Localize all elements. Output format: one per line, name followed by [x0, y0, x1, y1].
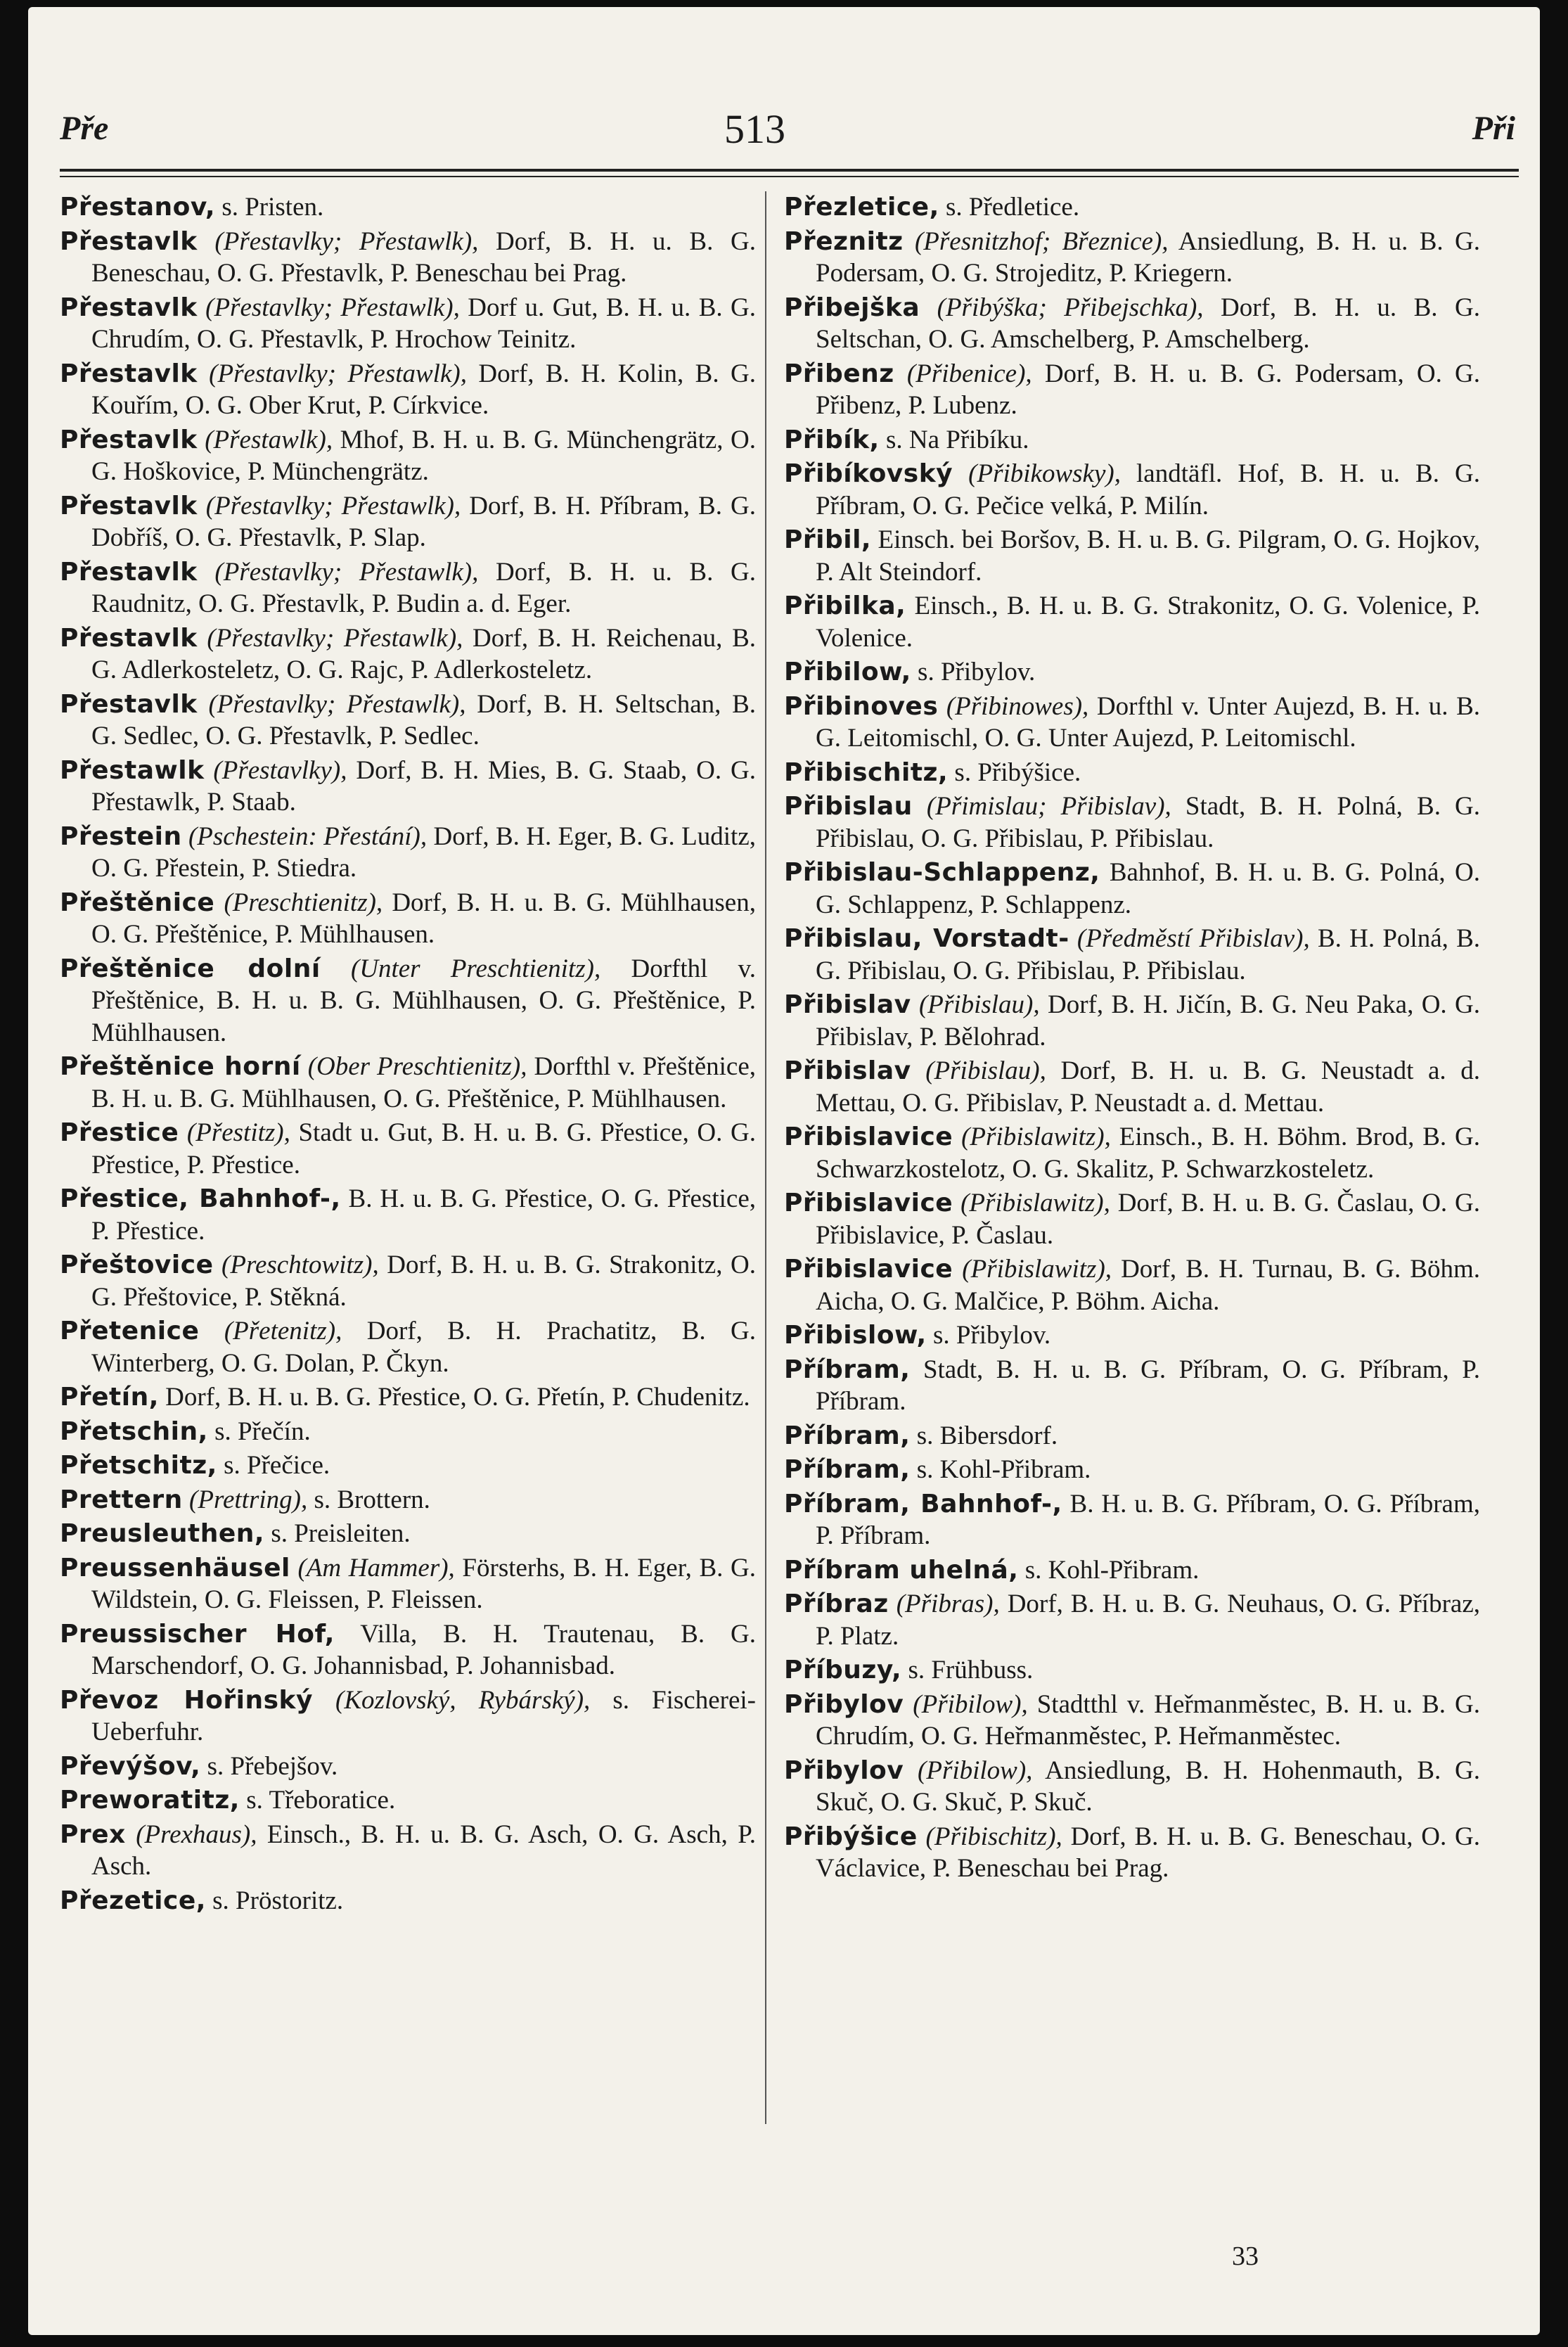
page: [28, 7, 1540, 2335]
gazetteer-entry: [60, 1416, 756, 1448]
entry-headword: Převýšov,: [60, 1751, 201, 1781]
entry-variant-names: (Přibislau),: [911, 990, 1040, 1019]
entry-variant-names: (Přibikowsky),: [953, 459, 1121, 488]
entry-headword: Přeštěnice dolní: [60, 954, 321, 983]
entry-headword: Přibylov: [784, 1756, 904, 1785]
page-number: 513: [724, 106, 785, 152]
running-head-left: Pře: [60, 110, 109, 147]
entry-details: Dorfthl v. Přeštěnice, B. H. u. B. G. Mühlhausen, O. G. Přeštěnice, P. Mühlhausen.: [91, 954, 756, 1047]
entry-variant-names: (Pschestein: Přestání),: [181, 821, 428, 851]
gazetteer-entry: [60, 490, 756, 554]
entry-details: s. Bibersdorf.: [910, 1421, 1058, 1450]
entry-details: Dorf, B. H. u. B. G. Seltschan, O. G. Amschelberg, P. Amschelberg.: [816, 293, 1480, 354]
entry-variant-names: (Přestawlk),: [197, 425, 333, 454]
entry-details: Dorf, B. H. Kolin, B. G. Kouřím, O. G. Ober Krut, P. Církvice.: [91, 359, 756, 420]
gazetteer-entry: [60, 887, 756, 951]
entry-details: s. Pristen.: [215, 193, 324, 222]
entry-headword: Příbram, Bahnhof-,: [784, 1489, 1062, 1518]
entry-details: Dorf, B. H. u. B. G. Raudnitz, O. G. Přestavlk, P. Budin a. d. Eger.: [91, 557, 756, 618]
gazetteer-entry: [60, 1315, 756, 1379]
right-column: [784, 191, 1480, 1887]
entry-details: Försterhs, B. H. Eger, B. G. Wildstein, O. G. Fleissen, P. Fleissen.: [91, 1553, 756, 1614]
entry-variant-names: (Přestavlky; Přestawlk),: [197, 226, 479, 256]
gazetteer-entry: [60, 1051, 756, 1115]
gazetteer-entry: [784, 1588, 1480, 1652]
entry-variant-names: (Přestavlky; Přestawlk),: [197, 689, 466, 719]
entry-details: Dorf, B. H. u. B. G. Mühlhausen, O. G. Přeštěnice, P. Mühlhausen.: [91, 888, 756, 949]
entry-variant-names: (Přestitz),: [179, 1118, 290, 1147]
entry-headword: Přestavlk: [60, 491, 198, 520]
gazetteer-entry: [784, 757, 1480, 789]
gazetteer-entry: [60, 755, 756, 819]
entry-variant-names: (Ober Preschtienitz),: [300, 1052, 527, 1081]
entry-headword: Přibislau: [784, 792, 913, 821]
entry-details: Dorf, B. H. Eger, B. G. Luditz, O. G. Přestein, P. Stiedra.: [91, 821, 756, 883]
header-rule-thick: [60, 169, 1519, 172]
gazetteer-entry: [784, 1354, 1480, 1418]
entry-details: Stadt, B. H. u. B. G. Příbram, O. G. Příbram, P. Příbram.: [816, 1355, 1480, 1416]
entry-details: s. Fischerei-Ueberfuhr.: [91, 1685, 756, 1746]
entry-variant-names: (Přibenice),: [894, 359, 1032, 388]
entry-details: Dorfthl v. Přeštěnice, B. H. u. B. G. Mühlhausen, O. G. Přeštěnice, P. Mühlhausen.: [91, 1052, 757, 1113]
entry-variant-names: (Přibras),: [888, 1590, 1000, 1618]
gazetteer-entry: [60, 1552, 756, 1616]
entry-details: Dorf, B. H. Turnau, B. G. Böhm. Aicha, O. G. Malčice, P. Böhm. Aicha.: [816, 1255, 1480, 1316]
entry-variant-names: (Am Hammer),: [290, 1553, 455, 1582]
gazetteer-entry: [784, 226, 1480, 290]
gazetteer-entry: [60, 292, 756, 356]
entry-headword: Prex: [60, 1820, 126, 1849]
entry-details: Dorf, B. H. Reichenau, B. G. Adlerkosteletz, O. G. Rajc, P. Adlerkosteletz.: [91, 623, 756, 684]
gazetteer-entry: [784, 1554, 1480, 1587]
gazetteer-entry: [60, 1450, 756, 1482]
entry-headword: Přetschin,: [60, 1416, 208, 1446]
gazetteer-entry: [60, 1484, 756, 1516]
entry-variant-names: (Přesnitzhof; Březnice),: [903, 226, 1169, 256]
gazetteer-entry: [784, 1187, 1480, 1251]
gazetteer-entry: [784, 1755, 1480, 1819]
entry-headword: Přestavlk: [60, 226, 198, 256]
entry-details: Dorf, B. H. Prachatitz, B. G. Winterberg, O. G. Dolan, P. Čkyn.: [91, 1317, 757, 1378]
gazetteer-entry: [784, 989, 1480, 1053]
gazetteer-entry: [60, 953, 756, 1049]
gazetteer-entry: [784, 590, 1480, 654]
entry-details: s. Přibylov.: [911, 658, 1036, 686]
gazetteer-entry: [60, 1249, 756, 1313]
gazetteer-entry: [60, 1618, 756, 1682]
entry-headword: Přetín,: [60, 1383, 159, 1412]
entry-headword: Přibislavice: [784, 1189, 953, 1217]
entry-details: s. Preisleiten.: [264, 1519, 411, 1548]
entry-details: Dorf u. Gut, B. H. u. B. G. Chrudím, O. G. Přestavlk, P. Hrochow Teinitz.: [91, 293, 757, 354]
gazetteer-entry: [784, 923, 1480, 987]
gazetteer-entry: [784, 656, 1480, 689]
entry-headword: Příbram,: [784, 1455, 911, 1484]
entry-variant-names: (Přibýška; Přibejschka),: [920, 293, 1204, 322]
gazetteer-entry: [784, 1654, 1480, 1687]
entry-details: s. Přibýšice.: [948, 757, 1081, 787]
gazetteer-entry: [784, 524, 1480, 588]
entry-headword: Přibislav: [784, 990, 911, 1019]
entry-headword: Přeštěnice horní: [60, 1052, 301, 1081]
gazetteer-entry: [784, 1121, 1480, 1185]
entry-headword: Přestein: [60, 821, 182, 851]
gazetteer-entry: [60, 556, 756, 620]
entry-headword: Příbram,: [784, 1355, 911, 1384]
entry-headword: Přibilow,: [784, 658, 911, 686]
gazetteer-entry: [784, 292, 1480, 356]
entry-variant-names: (Preschtienitz),: [214, 888, 383, 917]
entry-headword: Přetschitz,: [60, 1451, 217, 1480]
gazetteer-entry: [784, 1488, 1480, 1552]
entry-variant-names: (Kozlovský, Rybárský),: [312, 1685, 591, 1715]
entry-details: s. Přečice.: [217, 1451, 330, 1480]
entry-headword: Přibík,: [784, 425, 880, 454]
entry-headword: Přestavlk: [60, 689, 198, 719]
entry-headword: Prettern: [60, 1485, 183, 1514]
entry-details: Dorf, B. H. u. B. G. Neuhaus, O. G. Příbraz, P. Platz.: [816, 1590, 1480, 1651]
entry-headword: Přeštěnice: [60, 888, 215, 917]
entry-headword: Přibejška: [784, 293, 920, 322]
entry-details: s. Třeboratice.: [239, 1786, 396, 1815]
entry-details: B. H. Polná, B. G. Přibislau, O. G. Přibislau, P. Přibislau.: [816, 924, 1481, 985]
entry-details: Dorfthl v. Unter Aujezd, B. H. u. B. G. Leitomischl, O. G. Unter Aujezd, P. Leitomischl.: [816, 691, 1480, 753]
entry-headword: Přibýšice: [784, 1822, 918, 1851]
entry-variant-names: (Prexhaus),: [125, 1820, 257, 1849]
entry-details: s. Frühbuss.: [901, 1656, 1034, 1684]
entry-details: Dorf, B. H. u. B. G. Přestice, O. G. Přetín, P. Chudenitz.: [158, 1383, 750, 1412]
entry-headword: Příbuzy,: [784, 1656, 902, 1684]
gazetteer-entry: [784, 691, 1480, 755]
entry-details: s. Kohl-Přibram.: [1018, 1555, 1200, 1585]
entry-headword: Přeznitz: [784, 226, 904, 256]
gazetteer-entry: [60, 1751, 756, 1783]
entry-variant-names: (Přestavlky; Přestawlk),: [197, 359, 467, 388]
entry-details: Dorf, B. H. Mies, B. G. Staab, O. G. Přestawlk, P. Staab.: [91, 755, 756, 817]
gazetteer-entry: [60, 1117, 756, 1181]
gazetteer-entry: [784, 424, 1480, 456]
column-divider: [765, 191, 766, 2124]
entry-headword: Přestice: [60, 1118, 179, 1147]
entry-variant-names: (Přestavlky; Přestawlk),: [197, 293, 460, 322]
entry-variant-names: (Přestavlky),: [204, 755, 347, 785]
gazetteer-entry: [60, 1684, 756, 1748]
entry-headword: Přestawlk: [60, 755, 205, 785]
entry-details: s. Na Přibíku.: [879, 425, 1029, 454]
entry-details: s. Přebejšov.: [200, 1751, 338, 1781]
entry-details: s. Pröstoritz.: [205, 1886, 344, 1915]
signature-mark: 33: [1232, 2242, 1259, 2271]
entry-variant-names: (Přestavlky; Přestawlk),: [197, 557, 479, 587]
gazetteer-entry: [60, 424, 756, 488]
entry-headword: Přestavlk: [60, 623, 198, 653]
entry-variant-names: (Předměstí Přibislav),: [1069, 924, 1310, 953]
entry-variant-names: (Přibinowes),: [938, 691, 1089, 721]
entry-headword: Preusleuthen,: [60, 1519, 265, 1548]
left-column: [60, 191, 756, 1919]
entry-details: Dorf, B. H. u. B. G. Beneschau, O. G. Přestavlk, P. Beneschau bei Prag.: [91, 226, 756, 288]
entry-details: s. Kohl-Přibram.: [910, 1455, 1091, 1484]
entry-details: Dorf, B. H. u. B. G. Beneschau, O. G. Václavice, P. Beneschau bei Prag.: [816, 1822, 1481, 1883]
entry-headword: Přibinoves: [784, 691, 939, 721]
entry-headword: Přibylov: [784, 1689, 904, 1719]
entry-details: Dorf, B. H. u. B. G. Časlau, O. G. Přibislavice, P. Časlau.: [816, 1189, 1480, 1250]
entry-headword: Přeštovice: [60, 1251, 214, 1279]
entry-headword: Preworatitz,: [60, 1786, 240, 1815]
header-rule-thin: [60, 176, 1519, 177]
gazetteer-entry: [784, 791, 1480, 855]
gazetteer-entry: [784, 1319, 1480, 1352]
gazetteer-entry: [784, 191, 1480, 224]
entry-variant-names: (Přestavlky; Přestawlk),: [197, 623, 463, 653]
entry-details: Einsch., B. H. Böhm. Brod, B. G. Schwarzkostelotz, O. G. Skalitz, P. Schwarzkosteletz.: [816, 1123, 1480, 1184]
entry-variant-names: (Přibilow),: [904, 1756, 1033, 1785]
entry-variant-names: (Přibislawitz),: [953, 1123, 1111, 1151]
gazetteer-entry: [60, 1819, 756, 1883]
entry-headword: Příbram uhelná,: [784, 1555, 1019, 1585]
entry-details: Dorf, B. H. u. B. G. Neustadt a. d. Mettau, O. G. Přibislav, P. Neustadt a. d. Mettau.: [816, 1056, 1480, 1118]
entry-headword: Přestavlk: [60, 425, 198, 454]
entry-variant-names: (Přimislau; Přibislav),: [912, 792, 1171, 821]
gazetteer-entry: [784, 458, 1480, 522]
gazetteer-entry: [784, 1821, 1480, 1885]
entry-headword: Přibíkovský: [784, 459, 953, 488]
gazetteer-entry: [784, 358, 1480, 422]
entry-details: Einsch., B. H. u. B. G. Strakonitz, O. G. Volenice, P. Volenice.: [816, 591, 1480, 653]
entry-details: Villa, B. H. Trautenau, B. G. Marschendorf, O. G. Johannisbad, P. Johannisbad.: [91, 1619, 757, 1680]
entry-details: s. Přečín.: [207, 1416, 311, 1446]
entry-headword: Přestavlk: [60, 359, 198, 388]
entry-details: Einsch. bei Boršov, B. H. u. B. G. Pilgram, O. G. Hojkov, P. Alt Steindorf.: [816, 525, 1480, 587]
entry-details: B. H. u. B. G. Příbram, O. G. Příbram, P. Příbram.: [816, 1489, 1480, 1550]
entry-details: Ansiedlung, B. H. u. B. G. Podersam, O. G. Strojeditz, P. Kriegern.: [816, 226, 1480, 288]
entry-headword: Preussischer Hof,: [60, 1619, 335, 1649]
entry-headword: Přetenice: [60, 1317, 200, 1345]
entry-headword: Přezetice,: [60, 1886, 206, 1915]
entry-variant-names: (Přestavlky; Přestawlk),: [197, 491, 461, 520]
running-head-right: Při: [1472, 110, 1515, 147]
entry-headword: Přestavlk: [60, 293, 198, 322]
gazetteer-entry: [784, 1689, 1480, 1753]
entry-details: landtäfl. Hof, B. H. u. B. G. Příbram, O. G. Pečice velká, P. Milín.: [816, 459, 1480, 520]
entry-details: s. Předletice.: [939, 193, 1080, 222]
entry-headword: Příbraz: [784, 1590, 889, 1618]
entry-headword: Preussenhäusel: [60, 1553, 290, 1582]
entry-details: Mhof, B. H. u. B. G. Münchengrätz, O. G. Hoškovice, P. Münchengrätz.: [91, 425, 756, 486]
gazetteer-entry: [784, 1055, 1480, 1119]
entry-headword: Přestanov,: [60, 193, 216, 222]
entry-headword: Přibenz: [784, 359, 894, 388]
entry-headword: Přezletice,: [784, 193, 939, 222]
gazetteer-entry: [784, 1420, 1480, 1452]
entry-headword: Přibislavice: [784, 1123, 953, 1151]
entry-details: s. Přibylov.: [926, 1321, 1051, 1350]
gazetteer-entry: [60, 191, 756, 224]
entry-details: s. Brottern.: [307, 1485, 430, 1514]
entry-headword: Přibislau-Schlappenz,: [784, 858, 1100, 887]
entry-details: Ansiedlung, B. H. Hohenmauth, B. G. Skuč, O. G. Skuč, P. Skuč.: [816, 1756, 1480, 1817]
entry-headword: Přibilka,: [784, 591, 906, 620]
entry-headword: Přibislav: [784, 1056, 911, 1085]
entry-variant-names: (Přibischitz),: [917, 1822, 1062, 1851]
entry-variant-names: (Preschtowitz),: [213, 1251, 379, 1279]
gazetteer-entry: [60, 622, 756, 686]
entry-headword: Přestavlk: [60, 557, 198, 587]
entry-variant-names: (Přibislau),: [911, 1056, 1046, 1085]
gazetteer-entry: [784, 857, 1480, 921]
entry-details: Dorf, B. H. Příbram, B. G. Dobříš, O. G. Přestavlk, P. Slap.: [91, 491, 756, 552]
entry-details: Dorf, B. H. Seltschan, B. G. Sedlec, O. G. Přestavlk, P. Sedlec.: [91, 689, 756, 750]
entry-variant-names: (Prettring),: [182, 1485, 308, 1514]
entry-variant-names: (Přibislawitz),: [953, 1255, 1112, 1284]
gazetteer-entry: [60, 1518, 756, 1550]
gazetteer-entry: [60, 1885, 756, 1917]
entry-details: Bahnhof, B. H. u. B. G. Polná, O. G. Schlappenz, P. Schlappenz.: [816, 858, 1480, 919]
entry-headword: Příbram,: [784, 1421, 911, 1450]
gazetteer-entry: [60, 1183, 756, 1247]
entry-variant-names: (Přibilow),: [904, 1689, 1028, 1719]
entry-details: Stadt u. Gut, B. H. u. B. G. Přestice, O. G. Přestice, P. Přestice.: [91, 1118, 756, 1179]
entry-headword: Přibislow,: [784, 1321, 927, 1350]
entry-details: Stadtthl v. Heřmanměstec, B. H. u. B. G. Chrudím, O. G. Heřmanměstec, P. Heřmanměstec.: [816, 1689, 1480, 1751]
entry-headword: Přibil,: [784, 525, 872, 554]
entry-details: Stadt, B. H. Polná, B. G. Přibislau, O. G. Přibislau, P. Přibislau.: [816, 792, 1481, 853]
gazetteer-entry: [784, 1454, 1480, 1486]
entry-details: Dorf, B. H. u. B. G. Strakonitz, O. G. Přeštovice, P. Stěkná.: [91, 1251, 756, 1312]
gazetteer-entry: [60, 821, 756, 885]
entry-headword: Přibischitz,: [784, 757, 949, 787]
gazetteer-entry: [60, 358, 756, 422]
entry-details: B. H. u. B. G. Přestice, O. G. Přestice, P. Přestice.: [91, 1184, 756, 1246]
entry-headword: Přibislavice: [784, 1255, 953, 1284]
entry-headword: Přestice, Bahnhof-,: [60, 1184, 341, 1213]
gazetteer-entry: [784, 1253, 1480, 1317]
entry-headword: Přibislau, Vorstadt-: [784, 924, 1069, 953]
gazetteer-entry: [60, 689, 756, 753]
entry-variant-names: (Přibislawitz),: [953, 1189, 1110, 1217]
entry-variant-names: (Unter Preschtienitz),: [320, 954, 601, 983]
entry-details: Dorf, B. H. u. B. G. Podersam, O. G. Přibenz, P. Lubenz.: [816, 359, 1480, 420]
entry-headword: Převoz Hořinský: [60, 1685, 313, 1715]
entry-variant-names: (Přetenitz),: [199, 1317, 342, 1345]
gazetteer-entry: [60, 1784, 756, 1817]
entry-details: Einsch., B. H. u. B. G. Asch, O. G. Asch, P. Asch.: [91, 1820, 756, 1881]
gazetteer-entry: [60, 1381, 756, 1414]
entry-details: Dorf, B. H. Jičín, B. G. Neu Paka, O. G. Přibislav, P. Bělohrad.: [816, 990, 1481, 1051]
gazetteer-entry: [60, 226, 756, 290]
